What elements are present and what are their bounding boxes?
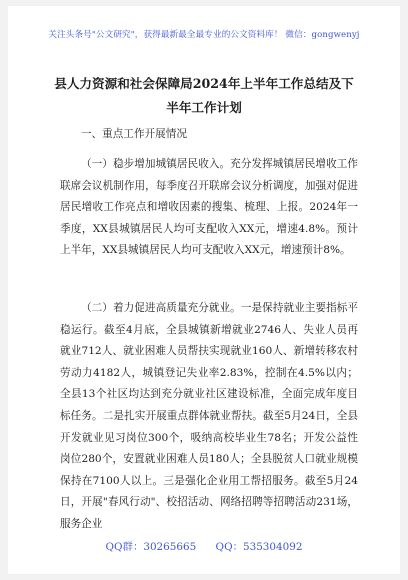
footer-contact (8, 538, 400, 553)
header-notice: 关注头条号"公文研究"，获得最新最全最专业的公文资料库！ 微信：gongwenyj (48, 30, 360, 40)
section-heading: 一、重点工作开展情况 (81, 128, 187, 140)
document-page (8, 6, 400, 574)
paragraph-employment: （二）着力促进高质量充分就业。一是保持就业主要指标平稳运行。截至4月底，全县城镇新增就业2746人、失业人员再就业712人、就业困难人员帮扶实现就业160人、新增转移农村劳动力4182人，城镇登记失业率2.83%，控制在4.5%以内；全县13个社区均达到充分就业社区建设标准，全面完成年度目标任务。二是扎实开展重点群体就业帮扶。截至5月24日，全县开发就业见习岗位300个，吸纳高校毕业生78名；开发公益性岗位280个，安置就业困难人员180人；全县脱贫人口就业规模保持在7100人以上。三是强化企业用工帮招服务。截至5月24日，开展"春风行动"、校招活动、网络招聘等招聘活动231场，服务企业 (60, 302, 358, 530)
footer-qq: QQ：535304092 (215, 541, 303, 553)
paragraph-income: （一）稳步增加城镇居民收入。充分发挥城镇居民增收工作联席会议机制作用，每季度召开联席会议分析调度，加强对促进居民增收工作亮点和增收因素的搜集、梳理、上报。2024年一季度，XX县城镇居民人均可支配收入XX元，增速4.8%。预计上半年，XX县城镇居民人均可支配收入XX元，增速预计8%。 (60, 158, 358, 257)
footer-qq-group: QQ群：30265665 (105, 541, 197, 553)
document-title: 县人力资源和社会保障局2024年上半年工作总结及下半年工作计划 (54, 76, 354, 115)
